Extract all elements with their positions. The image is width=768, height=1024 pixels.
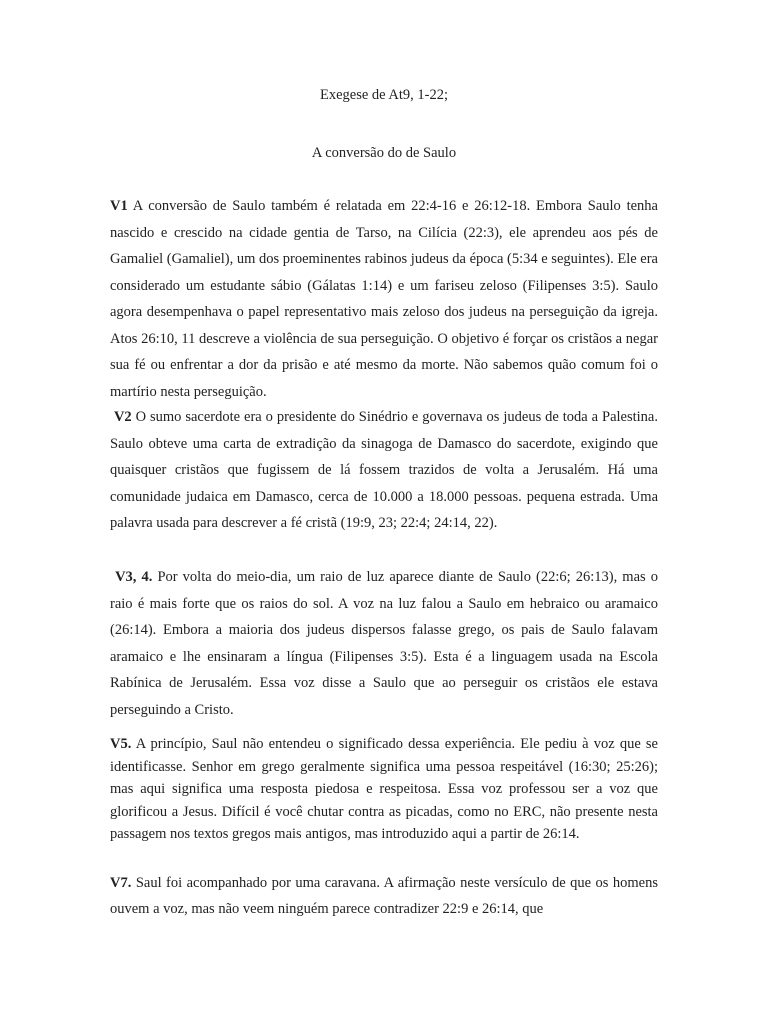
paragraph-text: Saul foi acompanhado por uma caravana. A afirmação neste versículo de que os homens ouvem a voz, mas não veem ninguém parece contradizer 22:9 e 26:14, que	[110, 875, 658, 917]
paragraph-text: A princípio, Saul não entendeu o significado dessa experiência. Ele pediu à voz que se identificasse. Senhor em grego geralmente significa uma pessoa respeitável (16:30; 25:26); mas aqui significa uma resposta piedosa e respeitosa. Essa voz professou ser a voz que glorificou a Jesus. Difícil é você chutar contra as picadas, como no ERC, não presente nesta passagem nos textos gregos mais antigos, mas introduzido aqui a partir de 26:14.	[110, 736, 658, 842]
verse-label: V3, 4.	[115, 569, 153, 585]
document-subtitle: A conversão do de Saulo	[311, 145, 457, 161]
paragraph-text: O sumo sacerdote era o presidente do Sinédrio e governava os judeus de toda a Palestina. Saulo obteve uma carta de extradição da sinagoga de Damasco do sacerdote, exigindo que quaisquer cristãos que fugissem de lá fossem trazidos de volta a Jerusalém. Há uma comunidade judaica em Damasco, cerca de 10.000 a 18.000 pessoas. pequena estrada. Uma palavra usada para descrever a fé cristã (19:9, 23; 22:4; 24:14, 22).	[110, 409, 658, 531]
paragraph-text: A conversão de Saulo também é relatada em 22:4-16 e 26:12-18. Embora Saulo tenha nascido e crescido na cidade gentia de Tarso, na Cilícia (22:3), ele aprendeu aos pés de Gamaliel (Gamaliel), um dos proeminentes rabinos judeus da época (5:34 e seguintes). Ele era considerado um estudante sábio (Gálatas 1:14) e um fariseu zeloso (Filipenses 3:5). Saulo agora desempenhava o papel representativo mais zeloso dos judeus na perseguição da igreja. Atos 26:10, 11 descreve a violência de sua perseguição. O objetivo é forçar os cristãos a negar sua fé ou enfrentar a dor da prisão e até mesmo da morte. Não sabemos quão comum foi o martírio nesta perseguição.	[110, 198, 658, 400]
paragraph-v3-4	[110, 564, 658, 723]
paragraph-v7	[110, 870, 658, 922]
document-title: Exegese de At9, 1-22;	[319, 87, 449, 103]
paragraph-v2	[110, 404, 658, 537]
paragraph-v5	[110, 733, 658, 846]
verse-label: V1	[110, 198, 128, 214]
verse-label: V5.	[110, 736, 132, 752]
paragraph-v1	[110, 193, 658, 405]
paragraph-text: Por volta do meio-dia, um raio de luz aparece diante de Saulo (22:6; 26:13), mas o raio é mais forte que os raios do sol. A voz na luz falou a Saulo em hebraico ou aramaico (26:14). Embora a maioria dos judeus dispersos falasse grego, os pais de Saulo falavam aramaico e lhe ensinaram a língua (Filipenses 3:5). Esta é a linguagem usada na Escola Rabínica de Jerusalém. Essa voz disse a Saulo que ao perseguir os cristãos ele estava perseguindo a Cristo.	[110, 569, 658, 718]
verse-label: V7.	[110, 875, 132, 891]
verse-label: V2	[113, 409, 132, 425]
